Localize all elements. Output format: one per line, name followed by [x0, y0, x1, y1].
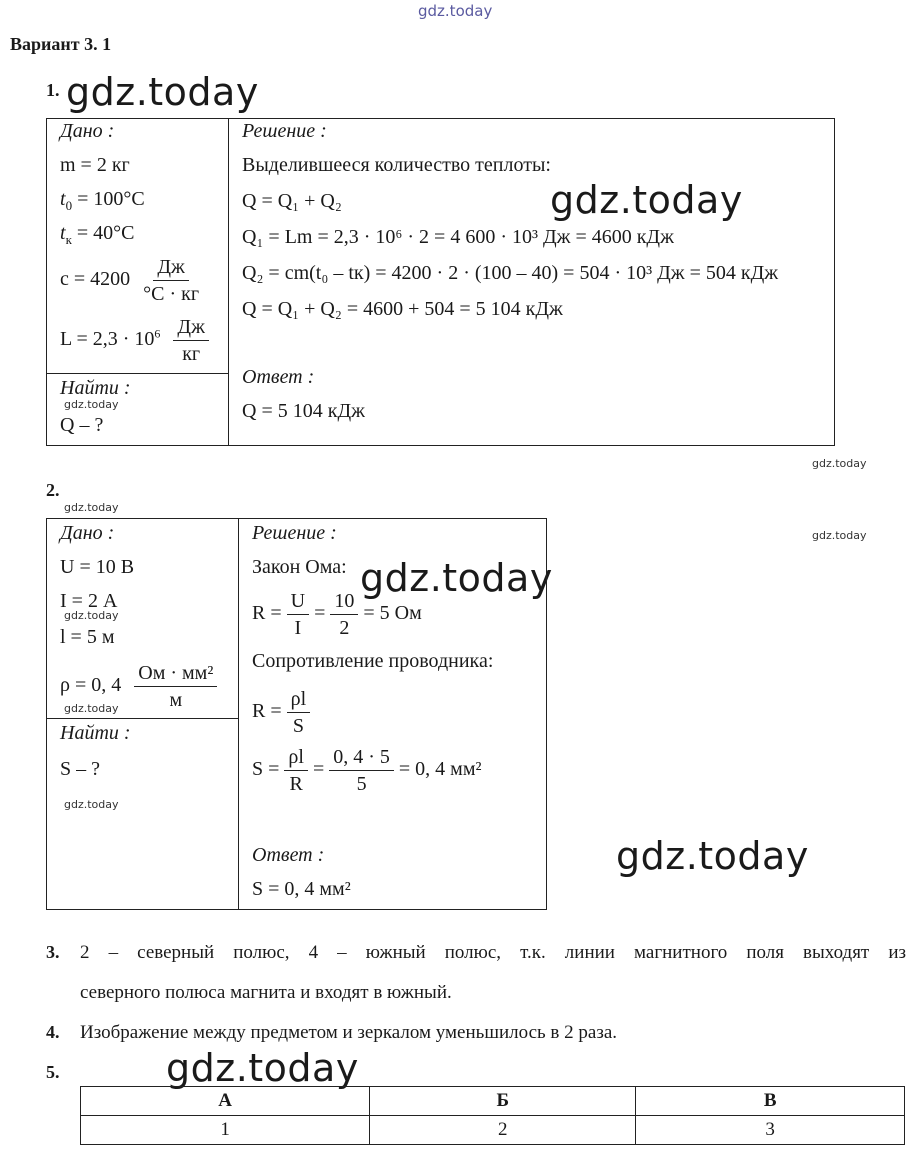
task2-solution-label: Решение :	[252, 522, 337, 544]
task2-ohm-n2: 10	[330, 590, 358, 615]
task1-given-divider	[46, 373, 229, 374]
task2-area-lhs: S =	[252, 758, 280, 781]
task1-line1: Q = Q₁ + Q₂	[242, 190, 342, 212]
task1-given-L-den: кг	[182, 343, 201, 365]
task1-given-c-num: Дж	[153, 256, 188, 281]
task4-number: 4.	[46, 1022, 60, 1042]
watermark-small: gdz.today	[812, 457, 867, 470]
task1-line2: Q₁ = Lm = 2,3 · 10⁶ · 2 = 4 600 · 10³ Дж = 4600 кДж	[242, 226, 674, 248]
task5-table	[80, 1086, 905, 1145]
task2-number: 2.	[46, 480, 60, 500]
task2-ohm-formula	[252, 590, 422, 639]
watermark-top: gdz.today	[418, 2, 493, 20]
task1-solution-label: Решение :	[242, 120, 327, 142]
task2-area-eq: =	[312, 758, 325, 781]
task2-ohm-n1: U	[287, 590, 309, 615]
task2-answer-label: Ответ :	[252, 844, 325, 866]
task1-given-c-lhs: c = 4200	[60, 268, 131, 291]
task2-ohm-d1: I	[294, 617, 302, 639]
task1-given-c	[60, 256, 199, 305]
task2-given-l: l = 5 м	[60, 626, 115, 648]
task5-value-v: 3	[636, 1116, 905, 1145]
task1-given-tk-value: = 40°C	[76, 222, 135, 244]
watermark-large: gdz.today	[550, 178, 743, 222]
watermark-small: gdz.today	[812, 529, 867, 542]
task1-answer: Q = 5 104 кДж	[242, 400, 365, 422]
task2-ohm-eq: =	[314, 602, 326, 625]
task2-res-formula	[252, 688, 310, 737]
task5-header-b: Б	[370, 1087, 636, 1116]
task1-given-label: Дано :	[60, 120, 115, 142]
watermark-large: gdz.today	[66, 70, 259, 114]
task2-res-label: Сопротивление проводника:	[252, 650, 494, 672]
task1-line4: Q = Q₁ + Q₂ = 4600 + 504 = 5 104 кДж	[242, 298, 563, 320]
task2-ohm-lhs: R =	[252, 602, 282, 625]
task1-given-L-exp: 6	[154, 326, 161, 341]
task2-given-rho-num: Ом · мм²	[134, 662, 217, 687]
task4-text: Изображение между предметом и зеркалом уменьшилось в 2 раза.	[80, 1022, 618, 1043]
task1-given-L	[60, 316, 209, 365]
page-title: Вариант 3. 1	[10, 34, 112, 54]
task1-find-label: Найти :	[60, 377, 131, 399]
watermark-small: gdz.today	[64, 501, 119, 514]
task2-area-d1: R	[289, 773, 303, 795]
task2-ohm-rhs: = 5 Ом	[363, 602, 422, 625]
task2-given-rho	[60, 662, 217, 711]
task1-solution-intro: Выделившееся количество теплоты:	[242, 154, 551, 176]
task5-value-b: 2	[370, 1116, 636, 1145]
task3-line1: 2 – северный полюс, 4 – южный полюс, т.к. линии магнитного поля выходят из	[80, 942, 906, 963]
watermark-small: gdz.today	[64, 702, 119, 715]
task3-line2: северного полюса магнита и входят в южный.	[80, 982, 452, 1003]
task5-number: 5.	[46, 1062, 60, 1082]
watermark-small: gdz.today	[64, 798, 119, 811]
task2-given-rho-lhs: ρ = 0, 4	[60, 674, 122, 697]
task1-given-t0: $t_0 = 100^\circ C$	[60, 188, 145, 213]
task2-ohm-d2: 2	[339, 617, 350, 639]
task2-find-label: Найти :	[60, 722, 131, 744]
task5-value-row	[81, 1116, 905, 1145]
task2-area-d2: 5	[356, 773, 367, 795]
task2-area-rhs: = 0, 4 мм²	[398, 758, 482, 781]
task1-line3: Q₂ = cm(t₀ – tк) = 4200 · 2 · (100 – 40) = 504 · 10³ Дж = 504 кДж	[242, 262, 779, 284]
task2-divider	[238, 518, 239, 910]
task2-given-rho-den: м	[169, 689, 183, 711]
task5-header-row	[81, 1087, 905, 1116]
task1-given-c-den: °C · кг	[143, 283, 200, 305]
watermark-small: gdz.today	[64, 398, 119, 411]
task2-given-divider	[46, 718, 239, 719]
task2-answer: S = 0, 4 мм²	[252, 878, 351, 900]
task2-res-n: ρl	[287, 688, 311, 713]
task1-given-t0-value: = 100°C	[77, 188, 145, 210]
task2-given-label: Дано :	[60, 522, 115, 544]
task5-header-v: В	[636, 1087, 905, 1116]
watermark-large: gdz.today	[166, 1046, 359, 1090]
task2-ohm-label: Закон Ома:	[252, 556, 347, 578]
task1-answer-label: Ответ :	[242, 366, 315, 388]
task1-divider	[228, 118, 229, 446]
task2-area-n1: ρl	[284, 746, 308, 771]
watermark-small: gdz.today	[64, 609, 119, 622]
task2-area-n2: 0, 4 · 5	[329, 746, 394, 771]
task2-res-d: S	[292, 715, 304, 737]
task3-number: 3.	[46, 942, 60, 962]
task2-given-I: I = 2 А	[60, 590, 118, 612]
task2-res-lhs: R =	[252, 700, 282, 723]
task1-given-tk: $t_к = 40^\circ C$	[60, 222, 135, 247]
task2-area-formula	[252, 746, 482, 795]
task5-header-a: А	[81, 1087, 370, 1116]
task2-given-U: U = 10 В	[60, 556, 135, 578]
task1-find: Q – ?	[60, 414, 104, 436]
task1-given-L-num: Дж	[173, 316, 208, 341]
task2-find: S – ?	[60, 758, 100, 780]
task1-given-m: m = 2 кг	[60, 154, 130, 176]
task5-value-a: 1	[81, 1116, 370, 1145]
task1-given-L-lhs: L = 2,3 · 10	[60, 328, 155, 351]
watermark-large: gdz.today	[360, 556, 553, 600]
task1-number: 1.	[46, 80, 60, 100]
watermark-large: gdz.today	[616, 834, 809, 878]
